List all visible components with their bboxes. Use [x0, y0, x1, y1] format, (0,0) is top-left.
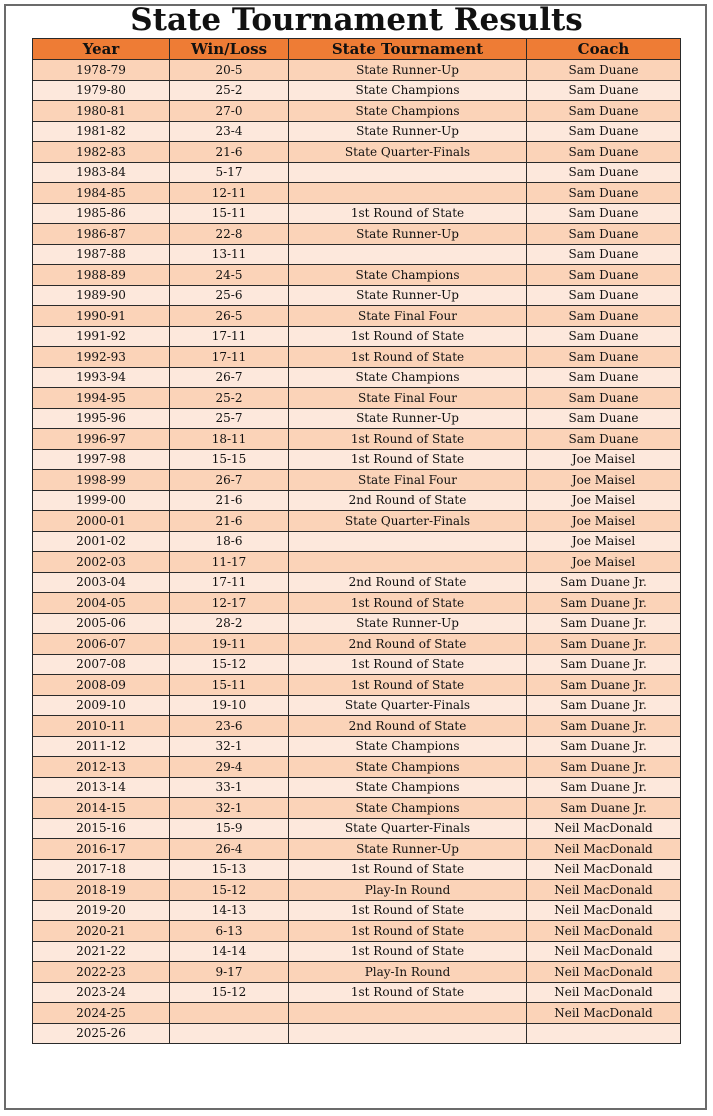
coach-cell: Sam Duane — [527, 183, 681, 204]
coach-cell: Sam Duane — [527, 203, 681, 224]
win-loss-cell: 15-12 — [170, 880, 289, 901]
year-cell: 1997-98 — [33, 449, 170, 470]
win-loss-cell: 25-6 — [170, 285, 289, 306]
year-cell: 2018-19 — [33, 880, 170, 901]
coach-cell: Sam Duane Jr. — [527, 654, 681, 675]
coach-cell: Sam Duane — [527, 388, 681, 409]
coach-cell: Neil MacDonald — [527, 982, 681, 1003]
win-loss-cell: 25-7 — [170, 408, 289, 429]
coach-cell: Sam Duane Jr. — [527, 716, 681, 737]
coach-cell: Sam Duane — [527, 224, 681, 245]
win-loss-cell: 21-6 — [170, 490, 289, 511]
state-tournament-cell: Play-In Round — [289, 880, 527, 901]
year-cell: 1982-83 — [33, 142, 170, 163]
coach-cell: Sam Duane — [527, 429, 681, 450]
win-loss-cell: 15-9 — [170, 818, 289, 839]
results-table — [32, 38, 681, 1044]
win-loss-cell: 6-13 — [170, 921, 289, 942]
win-loss-cell: 32-1 — [170, 736, 289, 757]
coach-cell: Sam Duane — [527, 306, 681, 327]
table-row — [33, 572, 681, 593]
state-tournament-cell: 2nd Round of State — [289, 634, 527, 655]
year-cell: 2002-03 — [33, 552, 170, 573]
coach-cell: Neil MacDonald — [527, 839, 681, 860]
year-cell: 1999-00 — [33, 490, 170, 511]
coach-cell: Sam Duane Jr. — [527, 613, 681, 634]
state-tournament-cell: State Runner-Up — [289, 613, 527, 634]
win-loss-cell: 26-5 — [170, 306, 289, 327]
state-tournament-cell: 2nd Round of State — [289, 490, 527, 511]
coach-cell: Sam Duane Jr. — [527, 777, 681, 798]
win-loss-cell: 15-11 — [170, 203, 289, 224]
coach-cell: Sam Duane Jr. — [527, 675, 681, 696]
year-cell: 2021-22 — [33, 941, 170, 962]
win-loss-cell: 15-13 — [170, 859, 289, 880]
state-tournament-cell: State Champions — [289, 80, 527, 101]
win-loss-cell: 15-12 — [170, 982, 289, 1003]
table-row — [33, 675, 681, 696]
coach-cell: Sam Duane Jr. — [527, 695, 681, 716]
coach-cell: Neil MacDonald — [527, 921, 681, 942]
table-row — [33, 347, 681, 368]
state-tournament-cell: 1st Round of State — [289, 347, 527, 368]
coach-cell: Sam Duane — [527, 367, 681, 388]
win-loss-cell — [170, 1023, 289, 1044]
coach-cell: Sam Duane Jr. — [527, 634, 681, 655]
state-tournament-cell: 1st Round of State — [289, 593, 527, 614]
win-loss-cell: 9-17 — [170, 962, 289, 983]
year-cell: 2007-08 — [33, 654, 170, 675]
state-tournament-cell: State Champions — [289, 777, 527, 798]
table-row — [33, 695, 681, 716]
year-cell: 2017-18 — [33, 859, 170, 880]
win-loss-cell: 32-1 — [170, 798, 289, 819]
win-loss-cell: 27-0 — [170, 101, 289, 122]
table-row — [33, 716, 681, 737]
results-body — [33, 60, 681, 1044]
table-row — [33, 593, 681, 614]
year-cell: 1986-87 — [33, 224, 170, 245]
table-row — [33, 142, 681, 163]
coach-cell: Sam Duane — [527, 60, 681, 81]
table-row — [33, 839, 681, 860]
win-loss-cell: 20-5 — [170, 60, 289, 81]
coach-cell: Sam Duane — [527, 408, 681, 429]
year-cell: 1988-89 — [33, 265, 170, 286]
state-tournament-cell: State Runner-Up — [289, 60, 527, 81]
win-loss-cell: 29-4 — [170, 757, 289, 778]
win-loss-cell: 26-7 — [170, 470, 289, 491]
win-loss-cell: 15-12 — [170, 654, 289, 675]
year-cell: 2006-07 — [33, 634, 170, 655]
win-loss-cell: 18-11 — [170, 429, 289, 450]
coach-cell: Sam Duane — [527, 265, 681, 286]
year-cell: 2009-10 — [33, 695, 170, 716]
win-loss-cell: 17-11 — [170, 326, 289, 347]
win-loss-cell: 21-6 — [170, 142, 289, 163]
win-loss-cell: 25-2 — [170, 80, 289, 101]
table-row — [33, 757, 681, 778]
coach-cell: Joe Maisel — [527, 552, 681, 573]
year-cell: 2016-17 — [33, 839, 170, 860]
table-row — [33, 244, 681, 265]
win-loss-cell: 5-17 — [170, 162, 289, 183]
state-tournament-cell — [289, 244, 527, 265]
column-header-state-tournament: State Tournament — [289, 39, 527, 60]
coach-cell: Sam Duane — [527, 347, 681, 368]
table-row — [33, 80, 681, 101]
coach-cell: Sam Duane — [527, 142, 681, 163]
table-row — [33, 613, 681, 634]
coach-cell: Neil MacDonald — [527, 962, 681, 983]
win-loss-cell: 21-6 — [170, 511, 289, 532]
state-tournament-cell: State Quarter-Finals — [289, 695, 527, 716]
table-row — [33, 982, 681, 1003]
table-row — [33, 449, 681, 470]
win-loss-cell: 19-11 — [170, 634, 289, 655]
win-loss-cell: 12-11 — [170, 183, 289, 204]
table-row — [33, 1003, 681, 1024]
table-row — [33, 859, 681, 880]
table-row — [33, 900, 681, 921]
table-row — [33, 388, 681, 409]
coach-cell: Joe Maisel — [527, 490, 681, 511]
win-loss-cell: 24-5 — [170, 265, 289, 286]
year-cell: 2001-02 — [33, 531, 170, 552]
year-cell: 1990-91 — [33, 306, 170, 327]
state-tournament-cell: 1st Round of State — [289, 326, 527, 347]
coach-cell: Sam Duane — [527, 326, 681, 347]
state-tournament-cell: State Quarter-Finals — [289, 818, 527, 839]
state-tournament-cell: State Champions — [289, 798, 527, 819]
table-row — [33, 634, 681, 655]
year-cell: 2003-04 — [33, 572, 170, 593]
table-row — [33, 490, 681, 511]
table-row — [33, 531, 681, 552]
year-cell: 2022-23 — [33, 962, 170, 983]
coach-cell: Sam Duane Jr. — [527, 593, 681, 614]
coach-cell: Neil MacDonald — [527, 900, 681, 921]
win-loss-cell: 26-7 — [170, 367, 289, 388]
coach-cell: Sam Duane — [527, 121, 681, 142]
coach-cell: Sam Duane — [527, 101, 681, 122]
win-loss-cell: 25-2 — [170, 388, 289, 409]
state-tournament-cell — [289, 1023, 527, 1044]
year-cell: 1979-80 — [33, 80, 170, 101]
state-tournament-cell: 1st Round of State — [289, 982, 527, 1003]
win-loss-cell: 14-13 — [170, 900, 289, 921]
state-tournament-cell: State Runner-Up — [289, 408, 527, 429]
year-cell: 1981-82 — [33, 121, 170, 142]
table-row — [33, 511, 681, 532]
state-tournament-cell: State Quarter-Finals — [289, 142, 527, 163]
win-loss-cell: 15-11 — [170, 675, 289, 696]
year-cell: 1992-93 — [33, 347, 170, 368]
coach-cell: Sam Duane Jr. — [527, 572, 681, 593]
table-row — [33, 306, 681, 327]
win-loss-cell: 26-4 — [170, 839, 289, 860]
table-row — [33, 429, 681, 450]
state-tournament-cell: 1st Round of State — [289, 921, 527, 942]
state-tournament-cell — [289, 1003, 527, 1024]
page-title: State Tournament Results — [130, 2, 583, 38]
year-cell: 1984-85 — [33, 183, 170, 204]
year-cell: 1978-79 — [33, 60, 170, 81]
state-tournament-cell: State Champions — [289, 265, 527, 286]
table-row — [33, 818, 681, 839]
state-tournament-cell: 1st Round of State — [289, 449, 527, 470]
state-tournament-cell: Play-In Round — [289, 962, 527, 983]
year-cell: 1995-96 — [33, 408, 170, 429]
coach-cell: Neil MacDonald — [527, 880, 681, 901]
state-tournament-cell: 1st Round of State — [289, 859, 527, 880]
year-cell: 2014-15 — [33, 798, 170, 819]
table-row — [33, 552, 681, 573]
state-tournament-cell: State Champions — [289, 101, 527, 122]
state-tournament-cell: 1st Round of State — [289, 654, 527, 675]
coach-cell: Sam Duane — [527, 285, 681, 306]
table-row — [33, 1023, 681, 1044]
state-tournament-cell: State Final Four — [289, 306, 527, 327]
state-tournament-cell: State Runner-Up — [289, 839, 527, 860]
table-row — [33, 224, 681, 245]
state-tournament-cell: State Runner-Up — [289, 285, 527, 306]
year-cell: 2020-21 — [33, 921, 170, 942]
table-row — [33, 162, 681, 183]
year-cell: 2024-25 — [33, 1003, 170, 1024]
win-loss-cell: 11-17 — [170, 552, 289, 573]
year-cell: 2010-11 — [33, 716, 170, 737]
win-loss-cell: 28-2 — [170, 613, 289, 634]
column-header-win-loss: Win/Loss — [170, 39, 289, 60]
state-tournament-cell: 2nd Round of State — [289, 572, 527, 593]
table-row — [33, 470, 681, 491]
state-tournament-cell — [289, 183, 527, 204]
table-row — [33, 880, 681, 901]
table-row — [33, 736, 681, 757]
table-row — [33, 941, 681, 962]
coach-cell: Sam Duane Jr. — [527, 736, 681, 757]
win-loss-cell: 17-11 — [170, 347, 289, 368]
win-loss-cell: 13-11 — [170, 244, 289, 265]
year-cell: 2019-20 — [33, 900, 170, 921]
state-tournament-cell: State Final Four — [289, 388, 527, 409]
coach-cell: Neil MacDonald — [527, 818, 681, 839]
year-cell: 1998-99 — [33, 470, 170, 491]
coach-cell: Neil MacDonald — [527, 941, 681, 962]
state-tournament-cell: State Champions — [289, 367, 527, 388]
win-loss-cell: 23-4 — [170, 121, 289, 142]
table-row — [33, 203, 681, 224]
table-row — [33, 654, 681, 675]
table-row — [33, 962, 681, 983]
table-row — [33, 121, 681, 142]
coach-cell: Sam Duane — [527, 244, 681, 265]
year-cell: 1994-95 — [33, 388, 170, 409]
column-header-coach: Coach — [527, 39, 681, 60]
year-cell: 1987-88 — [33, 244, 170, 265]
coach-cell: Neil MacDonald — [527, 1003, 681, 1024]
year-cell: 2011-12 — [33, 736, 170, 757]
year-cell: 1989-90 — [33, 285, 170, 306]
coach-cell: Joe Maisel — [527, 470, 681, 491]
year-cell: 1980-81 — [33, 101, 170, 122]
state-tournament-cell — [289, 552, 527, 573]
state-tournament-cell: State Runner-Up — [289, 121, 527, 142]
year-cell: 1991-92 — [33, 326, 170, 347]
state-tournament-cell: State Final Four — [289, 470, 527, 491]
coach-cell: Sam Duane — [527, 80, 681, 101]
win-loss-cell: 17-11 — [170, 572, 289, 593]
state-tournament-cell: State Champions — [289, 736, 527, 757]
coach-cell: Sam Duane Jr. — [527, 798, 681, 819]
year-cell: 2023-24 — [33, 982, 170, 1003]
coach-cell: Joe Maisel — [527, 511, 681, 532]
coach-cell: Joe Maisel — [527, 531, 681, 552]
win-loss-cell: 19-10 — [170, 695, 289, 716]
year-cell: 1983-84 — [33, 162, 170, 183]
table-row — [33, 101, 681, 122]
table-row — [33, 777, 681, 798]
coach-cell: Sam Duane Jr. — [527, 757, 681, 778]
win-loss-cell — [170, 1003, 289, 1024]
table-row — [33, 367, 681, 388]
table-row — [33, 285, 681, 306]
state-tournament-cell: 2nd Round of State — [289, 716, 527, 737]
state-tournament-cell — [289, 162, 527, 183]
win-loss-cell: 18-6 — [170, 531, 289, 552]
coach-cell: Joe Maisel — [527, 449, 681, 470]
state-tournament-cell: State Champions — [289, 757, 527, 778]
state-tournament-cell: 1st Round of State — [289, 941, 527, 962]
coach-cell: Neil MacDonald — [527, 859, 681, 880]
year-cell: 1993-94 — [33, 367, 170, 388]
state-tournament-cell: 1st Round of State — [289, 429, 527, 450]
table-row — [33, 921, 681, 942]
win-loss-cell: 12-17 — [170, 593, 289, 614]
table-row — [33, 183, 681, 204]
table-row — [33, 60, 681, 81]
year-cell: 2005-06 — [33, 613, 170, 634]
header-row — [33, 39, 681, 60]
year-cell: 2008-09 — [33, 675, 170, 696]
year-cell: 1996-97 — [33, 429, 170, 450]
year-cell: 2025-26 — [33, 1023, 170, 1044]
state-tournament-cell: 1st Round of State — [289, 900, 527, 921]
year-cell: 2015-16 — [33, 818, 170, 839]
year-cell: 2013-14 — [33, 777, 170, 798]
table-row — [33, 408, 681, 429]
state-tournament-cell — [289, 531, 527, 552]
table-row — [33, 798, 681, 819]
win-loss-cell: 23-6 — [170, 716, 289, 737]
column-header-year: Year — [33, 39, 170, 60]
year-cell: 2012-13 — [33, 757, 170, 778]
state-tournament-cell: 1st Round of State — [289, 675, 527, 696]
state-tournament-cell: State Quarter-Finals — [289, 511, 527, 532]
win-loss-cell: 14-14 — [170, 941, 289, 962]
win-loss-cell: 33-1 — [170, 777, 289, 798]
table-row — [33, 326, 681, 347]
year-cell: 1985-86 — [33, 203, 170, 224]
state-tournament-cell: 1st Round of State — [289, 203, 527, 224]
win-loss-cell: 22-8 — [170, 224, 289, 245]
year-cell: 2004-05 — [33, 593, 170, 614]
coach-cell — [527, 1023, 681, 1044]
state-tournament-cell: State Runner-Up — [289, 224, 527, 245]
coach-cell: Sam Duane — [527, 162, 681, 183]
table-row — [33, 265, 681, 286]
win-loss-cell: 15-15 — [170, 449, 289, 470]
year-cell: 2000-01 — [33, 511, 170, 532]
